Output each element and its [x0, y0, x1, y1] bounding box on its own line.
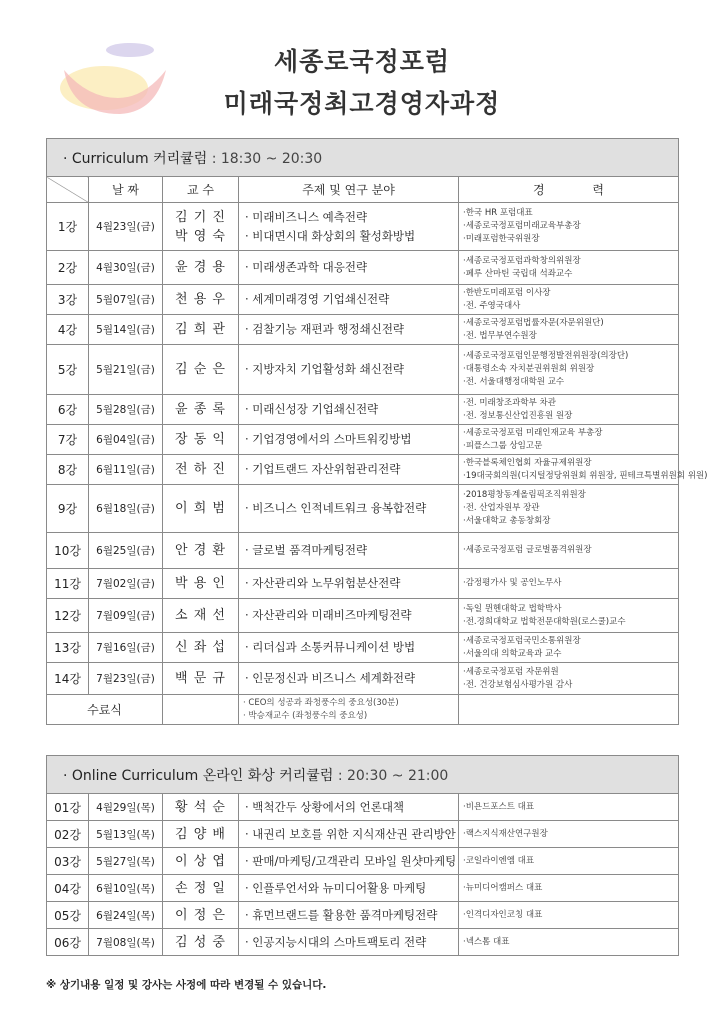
session-date: 6월04일(금) — [89, 425, 163, 455]
professor-cell — [163, 533, 239, 569]
career-line: ·비욘드포스트 대표 — [459, 794, 679, 821]
topic-line: · 기업경영에서의 스마트워킹방법 — [245, 432, 412, 446]
professor-name: 김 순 은 — [175, 362, 226, 377]
topic-line: · 미래비즈니스 예측전략 — [245, 209, 368, 224]
session-date: 6월11일(금) — [89, 455, 163, 485]
session-number: 11강 — [47, 569, 89, 599]
table-row — [47, 599, 679, 633]
career-line: ·한국블록체인협회 자율규제위원장 — [463, 457, 592, 468]
table-row — [47, 395, 679, 425]
career-line: ·세종로국정포럼 자문위원 — [463, 666, 559, 677]
session-date: 5월13일(목) — [89, 821, 163, 848]
diagonal-corner-cell — [47, 177, 89, 203]
topic-line: · 인문정신과 비즈니스 세계화전략 — [245, 671, 416, 685]
session-number: 6강 — [47, 395, 89, 425]
career-line: ·대통령소속 자치분권위원회 위원장 — [463, 364, 595, 374]
curriculum-column-header — [47, 177, 679, 203]
professor-name: 전 하 진 — [175, 462, 226, 477]
career-line: ·전. 산업자원부 장관 — [463, 503, 540, 513]
page-subtitle: 미래국정최고경영자과정 — [223, 89, 501, 118]
table-row — [47, 902, 679, 929]
column-career: 경 력 — [459, 177, 679, 203]
topic-line: · 자산관리와 미래비즈마케팅전략 — [245, 608, 412, 622]
career-line: ·세종로국정포럼 글로벌품격위원장 — [463, 545, 592, 555]
online-section-header — [47, 756, 679, 794]
professor-name: 안 경 환 — [175, 543, 226, 558]
topic-cell — [239, 599, 459, 633]
career-line: ·한국 HR 포럼대표 — [463, 208, 533, 218]
career-line: ·뉴미디어캠퍼스 대표 — [459, 875, 679, 902]
session-number: 8강 — [47, 455, 89, 485]
session-number: 9강 — [47, 485, 89, 533]
topic-cell — [239, 251, 459, 285]
professor-name: 김 기 진 — [175, 209, 226, 225]
career-cell — [459, 251, 679, 285]
career-cell — [459, 315, 679, 345]
session-number: 05강 — [47, 902, 89, 929]
professor-name: 신 좌 섭 — [175, 640, 226, 655]
session-number: 13강 — [47, 633, 89, 663]
topic-cell — [239, 203, 459, 251]
topic-line: · 인공지능시대의 스마트팩토리 전략 — [239, 929, 459, 956]
career-line: ·전.경희대학교 법학전문대학원(로스쿨)교수 — [463, 616, 626, 627]
session-date: 7월23일(금) — [89, 663, 163, 695]
graduation-row — [47, 695, 679, 725]
session-number: 4강 — [47, 315, 89, 345]
session-number: 2강 — [47, 251, 89, 285]
professor-cell — [163, 569, 239, 599]
professor-cell — [163, 485, 239, 533]
professor-name: 장 동 익 — [175, 432, 226, 447]
career-line: ·세종로국정포럼 미래인재교육 부총장 — [463, 427, 603, 438]
career-cell — [459, 425, 679, 455]
table-row — [47, 848, 679, 875]
professor-name: 김 양 배 — [163, 821, 239, 848]
topic-cell — [239, 285, 459, 315]
professor-cell — [163, 395, 239, 425]
online-heading: · Online Curriculum 온라인 화상 커리큘럼 — [63, 767, 334, 784]
topic-line: · 판매/마케팅/고객관리 모바일 원샷마케팅 — [239, 848, 459, 875]
session-date: 7월09일(금) — [89, 599, 163, 633]
session-date: 7월02일(금) — [89, 569, 163, 599]
career-cell — [459, 569, 679, 599]
topic-cell — [239, 315, 459, 345]
career-line: ·전. 서울대행정대학원 교수 — [463, 377, 565, 387]
online-time: : 20:30 ~ 21:00 — [337, 767, 449, 784]
table-row — [47, 485, 679, 533]
table-row — [47, 285, 679, 315]
career-cell — [459, 455, 708, 485]
curriculum-section-header — [47, 139, 679, 177]
professor-cell — [163, 251, 239, 285]
professor-name: 황 석 순 — [163, 794, 239, 821]
career-cell — [459, 533, 679, 569]
professor-name: 소 재 선 — [175, 608, 226, 623]
topic-line: · 세계미래경영 기업쇄신전략 — [245, 292, 390, 306]
professor-cell — [163, 345, 239, 395]
session-date: 6월24일(목) — [89, 902, 163, 929]
table-row — [47, 663, 679, 695]
professor-name: 윤 경 용 — [175, 260, 226, 275]
career-cell — [459, 345, 679, 395]
career-line: ·서울대학교 총동창회장 — [463, 516, 551, 526]
professor-cell — [163, 425, 239, 455]
session-number: 06강 — [47, 929, 89, 956]
session-number: 03강 — [47, 848, 89, 875]
session-number: 5강 — [47, 345, 89, 395]
professor-name: 이 상 엽 — [163, 848, 239, 875]
career-cell — [459, 633, 679, 663]
topic-line: · 휴먼브랜드를 활용한 품격마케팅전략 — [239, 902, 459, 929]
table-row — [47, 569, 679, 599]
professor-cell — [163, 663, 239, 695]
topic-cell — [239, 663, 459, 695]
career-cell — [459, 485, 679, 533]
career-cell — [459, 663, 679, 695]
table-row — [47, 794, 679, 821]
session-number: 10강 — [47, 533, 89, 569]
career-line: ·넥스톰 대표 — [459, 929, 679, 956]
professor-name: 박 영 숙 — [175, 228, 226, 244]
column-date: 날 짜 — [89, 177, 163, 203]
topic-line: · 글로벌 품격마케팅전략 — [245, 543, 368, 557]
session-number: 01강 — [47, 794, 89, 821]
professor-name: 이 희 범 — [175, 501, 226, 516]
table-row — [47, 251, 679, 285]
session-number: 1강 — [47, 203, 89, 251]
graduation-empty-cell — [459, 695, 679, 725]
career-cell — [459, 203, 679, 251]
professor-name: 이 정 은 — [163, 902, 239, 929]
table-row — [47, 875, 679, 902]
career-line: ·서울의대 의학교육과 교수 — [463, 648, 562, 659]
online-curriculum-table — [46, 755, 679, 956]
professor-cell — [163, 203, 239, 251]
session-date: 7월16일(금) — [89, 633, 163, 663]
career-cell — [459, 285, 679, 315]
table-row — [47, 425, 679, 455]
professor-name: 천 용 우 — [175, 292, 226, 307]
session-number: 12강 — [47, 599, 89, 633]
session-date: 4월30일(금) — [89, 251, 163, 285]
graduation-label: 수료식 — [47, 695, 163, 725]
topic-cell — [239, 345, 459, 395]
topic-cell — [239, 485, 459, 533]
professor-name: 김 성 중 — [163, 929, 239, 956]
session-date: 6월10일(목) — [89, 875, 163, 902]
topic-line: · 기업트랜드 자산위험관리전략 — [245, 462, 401, 476]
topic-line: · 리더십과 소통커뮤니케이션 방법 — [245, 640, 416, 654]
session-date: 6월18일(금) — [89, 485, 163, 533]
career-line: ·전. 정보통신산업진흥원 원장 — [463, 410, 573, 421]
topic-line: · 비즈니스 인적네트워크 융복합전략 — [245, 501, 427, 515]
career-line: ·인격디자인코칭 대표 — [459, 902, 679, 929]
professor-name: 김 희 관 — [175, 322, 226, 337]
table-row — [47, 345, 679, 395]
table-row — [47, 929, 679, 956]
topic-line: · 미래생존과학 대응전략 — [245, 260, 368, 274]
session-date: 4월23일(금) — [89, 203, 163, 251]
session-date: 5월07일(금) — [89, 285, 163, 315]
career-line: ·코일라이엔엠 대표 — [459, 848, 679, 875]
session-date: 5월27일(목) — [89, 848, 163, 875]
topic-cell — [239, 395, 459, 425]
graduation-notes — [239, 695, 459, 725]
career-line: ·전. 건강보험심사평가원 감사 — [463, 679, 573, 690]
topic-line: · 지방자치 기업활성화 쇄신전략 — [245, 362, 405, 376]
professor-cell — [163, 315, 239, 345]
career-line: ·세종로국정포럼법률자문(자문위원단) — [463, 317, 604, 328]
topic-cell — [239, 425, 459, 455]
session-number: 7강 — [47, 425, 89, 455]
career-line: ·2018평창동계올림픽조직위원장 — [463, 490, 586, 500]
table-row — [47, 821, 679, 848]
career-line: ·전. 법무부연수원장 — [463, 330, 537, 341]
career-line: ·한반도미래포럼 이사장 — [463, 287, 551, 298]
topic-line: · 미래신성장 기업쇄신전략 — [245, 402, 379, 416]
session-number: 02강 — [47, 821, 89, 848]
table-row — [47, 633, 679, 663]
table-row — [47, 533, 679, 569]
column-topic: 주제 및 연구 분야 — [239, 177, 459, 203]
professor-cell — [163, 285, 239, 315]
career-line: ·세종로국정포럼미래교육부총장 — [463, 221, 581, 231]
curriculum-table — [46, 138, 708, 725]
curriculum-time: : 18:30 ~ 20:30 — [211, 150, 323, 167]
career-line: ·랙스지식재산연구원장 — [459, 821, 679, 848]
table-row — [47, 315, 679, 345]
column-professor: 교 수 — [163, 177, 239, 203]
session-number: 14강 — [47, 663, 89, 695]
professor-name: 손 정 일 — [163, 875, 239, 902]
career-line: ·페루 산마틴 국립대 석좌교수 — [463, 268, 573, 279]
session-date: 5월28일(금) — [89, 395, 163, 425]
career-cell — [459, 395, 679, 425]
career-line: ·전. 미래창조과학부 차관 — [463, 397, 556, 408]
career-line: ·미래포럼한국위원장 — [463, 234, 540, 244]
topic-line: · 자산관리와 노무위험분산전략 — [245, 576, 401, 590]
session-number: 04강 — [47, 875, 89, 902]
curriculum-heading: · Curriculum 커리큘럼 — [63, 150, 208, 167]
professor-cell — [163, 633, 239, 663]
topic-line: · 백척간두 상황에서의 언론대책 — [239, 794, 459, 821]
session-date: 4월29일(목) — [89, 794, 163, 821]
career-line: ·세종로국정포럼인문행정발전위원장(의장단) — [463, 351, 629, 361]
professor-name: 박 용 인 — [175, 576, 226, 591]
topic-cell — [239, 533, 459, 569]
career-line: ·세종로국정포럼국민소통위원장 — [463, 635, 581, 646]
topic-line: · 내권리 보호를 위한 지식재산권 관리방안 — [239, 821, 459, 848]
professor-name: 윤 종 록 — [175, 402, 226, 417]
topic-cell — [239, 455, 459, 485]
career-line: ·피플스그룹 상임고문 — [463, 440, 543, 451]
session-date: 5월21일(금) — [89, 345, 163, 395]
professor-cell — [163, 455, 239, 485]
career-line: ·19대국회의원(디지털정당위원회 위원장, 핀테크특별위원회 위원) — [463, 470, 708, 481]
topic-line: · 검찰기능 재편과 행정쇄신전략 — [245, 322, 405, 336]
graduation-empty-cell — [163, 695, 239, 725]
professor-name: 백 문 규 — [175, 671, 226, 686]
career-line: ·독일 뮌헨대학교 법학박사 — [463, 603, 562, 614]
session-date: 5월14일(금) — [89, 315, 163, 345]
graduation-note: · 박승재교수 (좌청풍수의 중요성) — [243, 710, 368, 721]
topic-cell — [239, 569, 459, 599]
career-cell — [459, 599, 679, 633]
graduation-note: · CEO의 성공과 좌청풍수의 중요성(30분) — [243, 697, 399, 708]
session-number: 3강 — [47, 285, 89, 315]
career-line: ·전. 주영국대사 — [463, 300, 521, 311]
professor-cell — [163, 599, 239, 633]
session-date: 7월08일(목) — [89, 929, 163, 956]
table-row — [47, 203, 679, 251]
topic-line: · 비대면시대 화상회의 활성화방법 — [245, 228, 416, 243]
page-title: 세종로국정포럼 — [273, 47, 451, 76]
career-line: ·감정평가사 및 공인노무사 — [463, 578, 562, 588]
table-row — [47, 455, 679, 485]
topic-line: · 인플루언서와 뉴미디어활용 마케팅 — [239, 875, 459, 902]
career-line: ·세종로국정포럼과학창의위원장 — [463, 255, 581, 266]
topic-cell — [239, 633, 459, 663]
footnote: ※ 상기내용 일정 및 강사는 사정에 따라 변경될 수 있습니다. — [46, 979, 327, 991]
session-date: 6월25일(금) — [89, 533, 163, 569]
